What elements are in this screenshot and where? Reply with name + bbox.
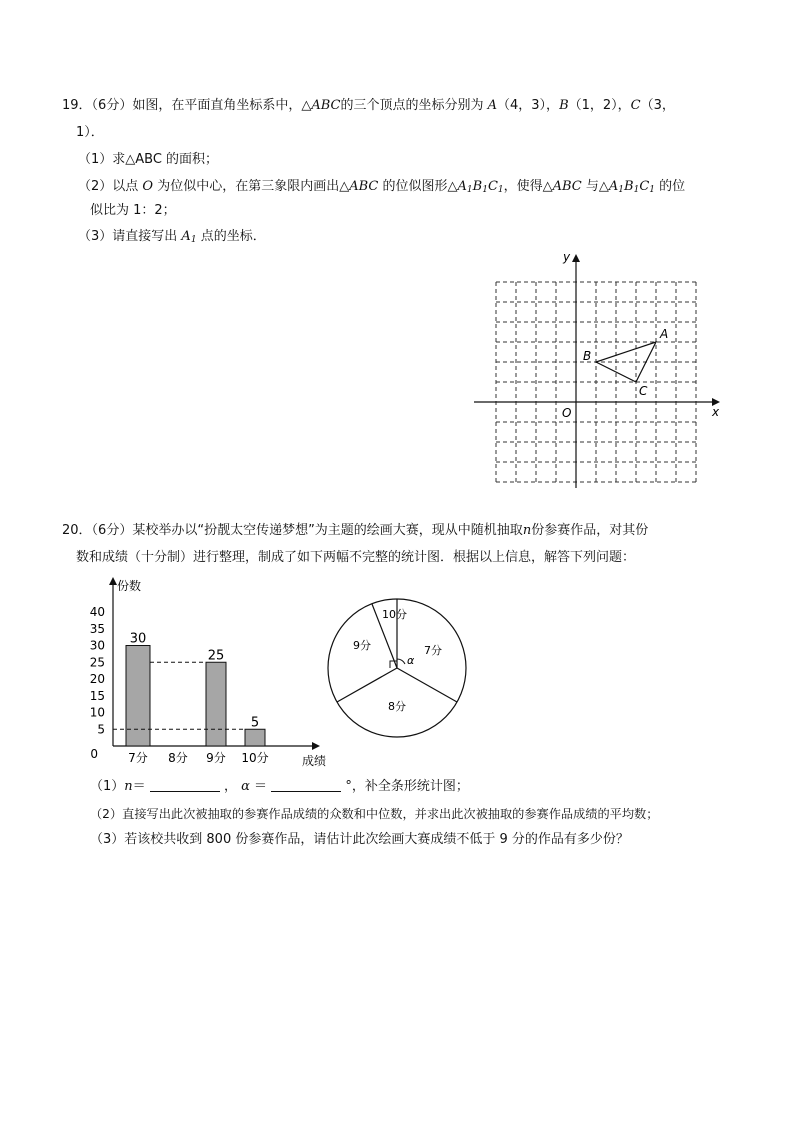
pie-divider-9-8 [337, 668, 397, 702]
bar-y-tick-label: 20 [89, 672, 105, 686]
q19-pt-b: B [559, 98, 569, 113]
q20-n: n [522, 523, 532, 538]
q20-stem-b: 份参赛作品，对其份 [531, 523, 649, 538]
q20-p1-comma: ， [223, 779, 237, 794]
pie-label-7: 7分 [424, 644, 442, 657]
pie-divider-8-7 [397, 668, 457, 702]
q19-score: （6分） [91, 98, 133, 113]
q19-part2-line2: 似比为 1：2； [90, 203, 176, 218]
bar-y-axis-label: 份数 [117, 579, 142, 593]
answer-blank-n[interactable] [150, 779, 220, 792]
q19-p2-b: 为位似中心，在第三象限内画出△ [157, 179, 350, 194]
q19-p2-tri2: $A_1B_1C_1$ [608, 179, 656, 195]
q20-p1-eq1: ＝ [132, 779, 146, 794]
q19-coord-b: （1，2）， [568, 98, 631, 113]
bar-category-label: 7分 [128, 751, 148, 765]
q19-stem-line2: 1）． [76, 125, 104, 140]
point-a-label: A [660, 327, 669, 341]
alpha-label: α [407, 654, 415, 667]
q20-p1-a: （1） [90, 779, 125, 794]
q19-p3-a1: $A_1$ [181, 229, 197, 245]
q19-stem-b: 的三个顶点的坐标分别为 [340, 98, 484, 113]
pie-label-9: 9分 [353, 639, 371, 652]
bar-category-label: 8分 [168, 751, 188, 765]
bar-value-label: 5 [250, 715, 260, 731]
q20-part1 [90, 778, 469, 796]
q19-pt-a: A [487, 98, 498, 113]
q20-number: 20． [62, 523, 92, 538]
q19-stem-a: 如图，在平面直角坐标系中，△ [132, 98, 312, 113]
bar-category-label: 9分 [206, 751, 226, 765]
bar-y-tick-label: 35 [89, 621, 105, 636]
q19-p2-o: O [142, 179, 154, 194]
q20-stem-a: 某校举办以“扮靓太空传递梦想”为主题的绘画大赛，现从中随机抽取 [132, 523, 523, 538]
q20-p1-eq2: ＝ [254, 779, 268, 794]
q19-p2-c: 的位似图形△ [382, 179, 458, 194]
q19-pt-c: C [630, 98, 641, 113]
y-axis-label: y [563, 250, 571, 264]
q20-p1-n: n [124, 779, 133, 794]
bar-y-tick-label: 40 [89, 605, 105, 619]
bar-value-label: 25 [207, 648, 225, 664]
q20-part3: （3）若该校共收到 800 份参赛作品，请估计此次绘画大赛成绩不低于 9 分的作品有多少份？ [90, 832, 629, 847]
bar-y-tick-label: 25 [89, 655, 105, 670]
origin-label: O [562, 406, 572, 420]
bar-value-label: 30 [129, 631, 147, 647]
q19-p3-b: 点的坐标． [200, 229, 266, 244]
pie-label-8: 8分 [388, 700, 406, 713]
q20-p1-alpha: α [241, 779, 250, 794]
q19-p3-a: （3）请直接写出 [78, 229, 178, 244]
bar-y-tick-label: 0 [90, 747, 98, 761]
bar-y-tick-label: 5 [97, 722, 105, 737]
q19-p2-abc1: ABC [349, 179, 379, 194]
q19-part1: （1）求△ABC 的面积； [78, 152, 219, 167]
q19-p2-abc2: ABC [552, 179, 582, 194]
q19-p2-e: 与△ [585, 179, 609, 194]
q19-p2-d: ，使得△ [503, 179, 553, 194]
q19-p2-tri1: $A_1B_1C_1$ [457, 179, 504, 195]
bar-category-label: 10分 [241, 751, 269, 765]
bar-y-tick-label: 30 [89, 638, 105, 653]
pie-label-10: 10分 [382, 608, 407, 621]
q19-coord-c: （3， [640, 98, 675, 113]
x-axis-label: x [712, 405, 720, 419]
q19-coord-a: （4，3）， [497, 98, 560, 113]
q19-number: 19． [62, 98, 92, 113]
q20-score: （6分） [91, 523, 133, 538]
q20-stem-line2: 数和成绩（十分制）进行整理，制成了如下两幅不完整的统计图．根据以上信息，解答下列问题： [76, 550, 636, 565]
q19-p2-f: 的位 [659, 179, 686, 194]
q20-part2: （2）直接写出此次被抽取的参赛作品成绩的众数和中位数，并求出此次被抽取的参赛作品成绩的平均数； [90, 807, 659, 821]
alpha-arc [397, 659, 405, 664]
bar-x-axis-label: 成绩 [302, 754, 327, 768]
bar-y-tick-label: 10 [89, 705, 105, 720]
q19-p2-a: （2）以点 [78, 179, 139, 194]
point-c-label: C [639, 384, 648, 398]
point-b-label: B [583, 349, 592, 363]
answer-blank-alpha[interactable] [271, 779, 341, 792]
q20-p1-b: °，补全条形统计图； [345, 779, 469, 794]
bar-y-tick-label: 15 [89, 688, 105, 703]
q19-abc: ABC [311, 98, 341, 113]
